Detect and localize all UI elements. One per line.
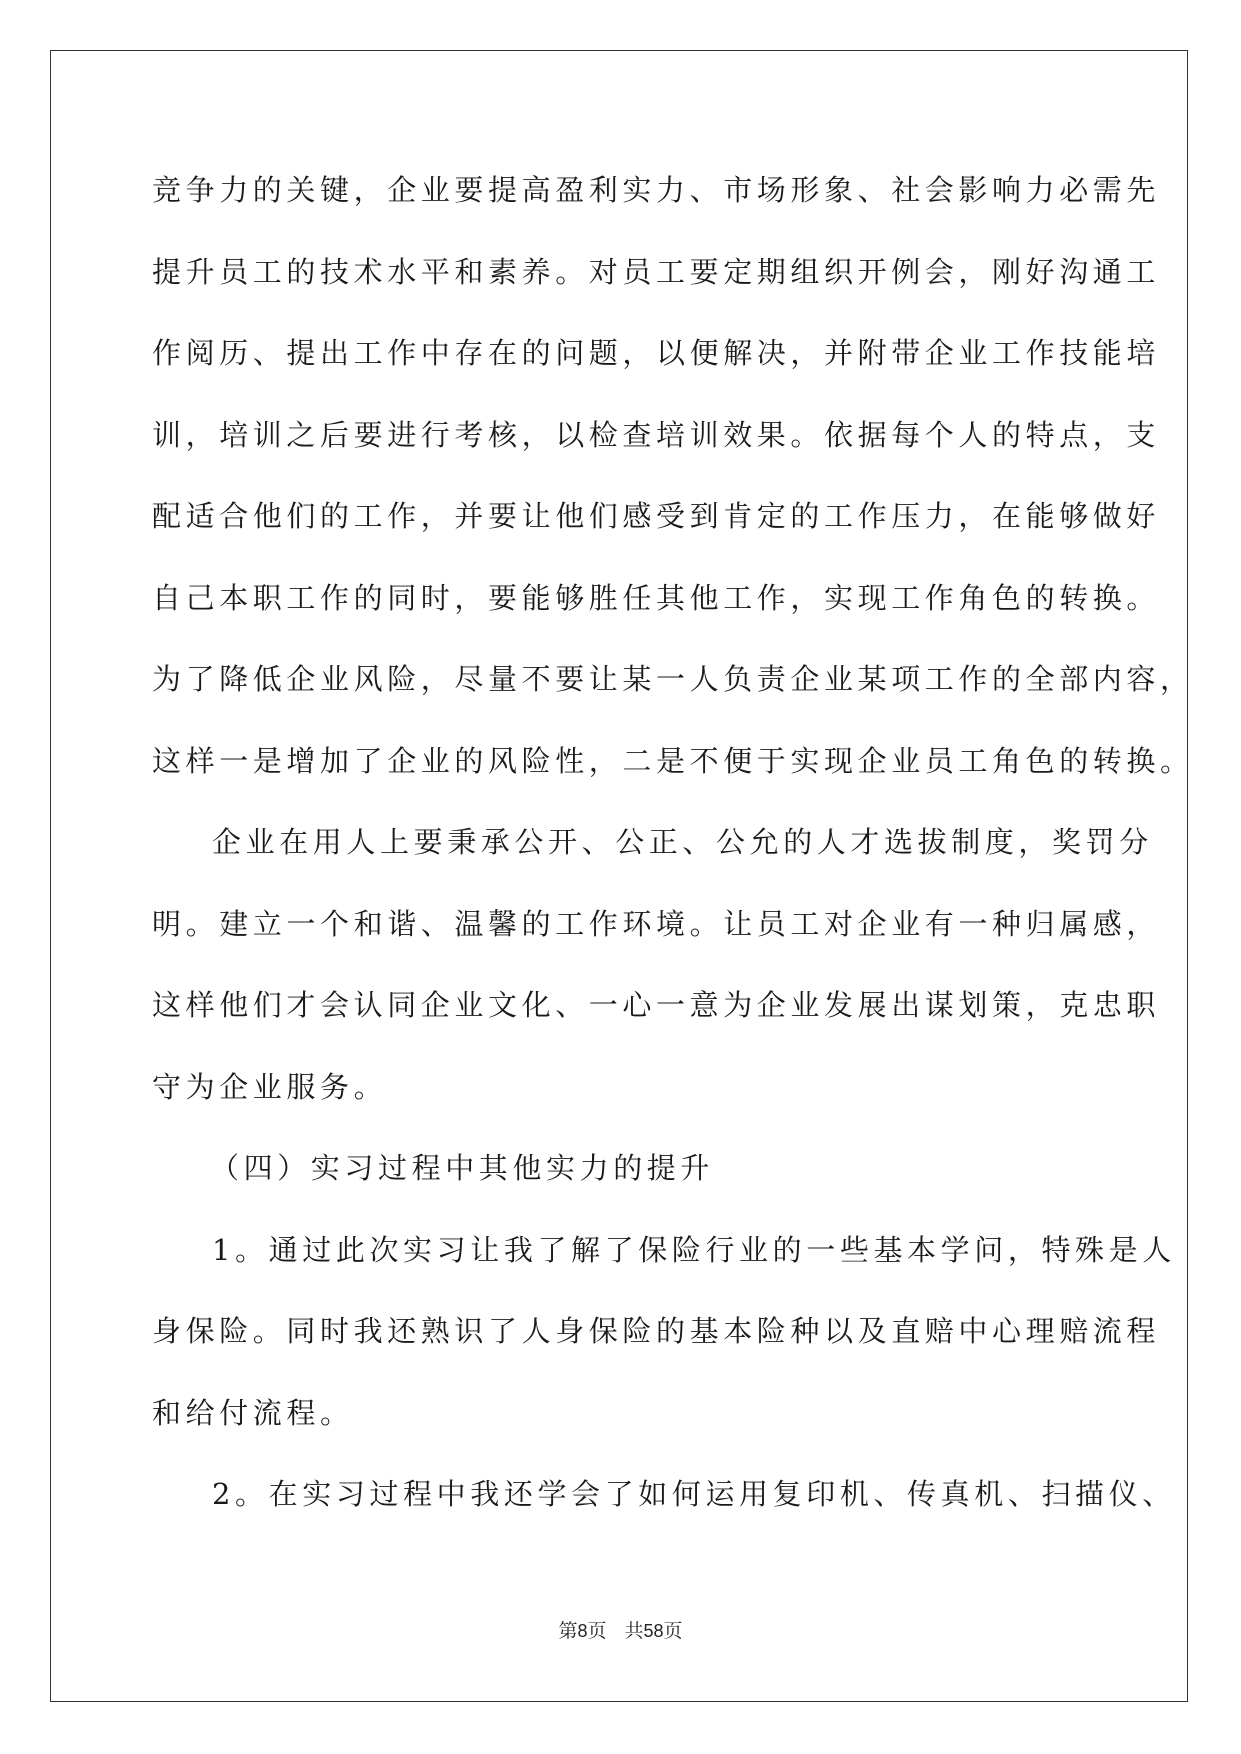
text-line: 守为企业服务。: [152, 1069, 388, 1104]
total-suffix: 页: [663, 1621, 683, 1642]
text-line: 身保险。同时我还熟识了人身保险的基本险种以及直赔中心理赔流程: [152, 1314, 1161, 1348]
text-line: 作阅历、提出工作中存在的问题，以便解决，并附带企业工作技能培: [152, 336, 1161, 370]
paragraph-start-line: 企业在用人上要秉承公开、公正、公允的人才选拔制度，奖罚分: [212, 825, 1153, 859]
total-prefix: 共: [624, 1621, 644, 1642]
section-heading: （四）实习过程中其他实力的提升: [210, 1151, 715, 1185]
text-line: 这样一是增加了企业的风险性，二是不便于实现企业员工角色的转换。: [152, 743, 1194, 778]
text-line: 竞争力的关键，企业要提高盈利实力、市场形象、社会影响力必需先: [152, 173, 1161, 207]
list-item-1-line: 1。通过此次实习让我了解了保险行业的一些基本学问，特殊是人: [212, 1232, 1176, 1267]
document-body: [152, 160, 1194, 1546]
text-line: 和给付流程。: [152, 1395, 354, 1430]
page-number: 8: [577, 1621, 588, 1641]
text-line: 这样他们才会认同企业文化、一心一意为企业发展出谋划策，克忠职: [152, 988, 1161, 1022]
text-line: 提升员工的技术水平和素养。对员工要定期组织开例会，刚好沟通工: [152, 254, 1161, 289]
page-suffix: 页: [587, 1621, 607, 1642]
list-item-2-line: 2。在实习过程中我还学会了如何运用复印机、传真机、扫描仪、: [212, 1477, 1176, 1511]
text-line: 训，培训之后要进行考核，以检查培训效果。依据每个人的特点，支: [152, 417, 1161, 452]
text-line: 为了降低企业风险，尽量不要让某一人负责企业某项工作的全部内容，: [152, 662, 1194, 696]
text-line: 自己本职工作的同时，要能够胜任其他工作，实现工作角色的转换。: [152, 580, 1161, 615]
total-pages: 58: [643, 1621, 664, 1641]
text-line: 配适合他们的工作，并要让他们感受到肯定的工作压力，在能够做好: [152, 499, 1161, 533]
text-line: 明。建立一个和谐、温馨的工作环境。让员工对企业有一种归属感，: [152, 906, 1161, 941]
page-footer: [0, 1616, 1241, 1643]
page-prefix: 第: [558, 1621, 578, 1642]
